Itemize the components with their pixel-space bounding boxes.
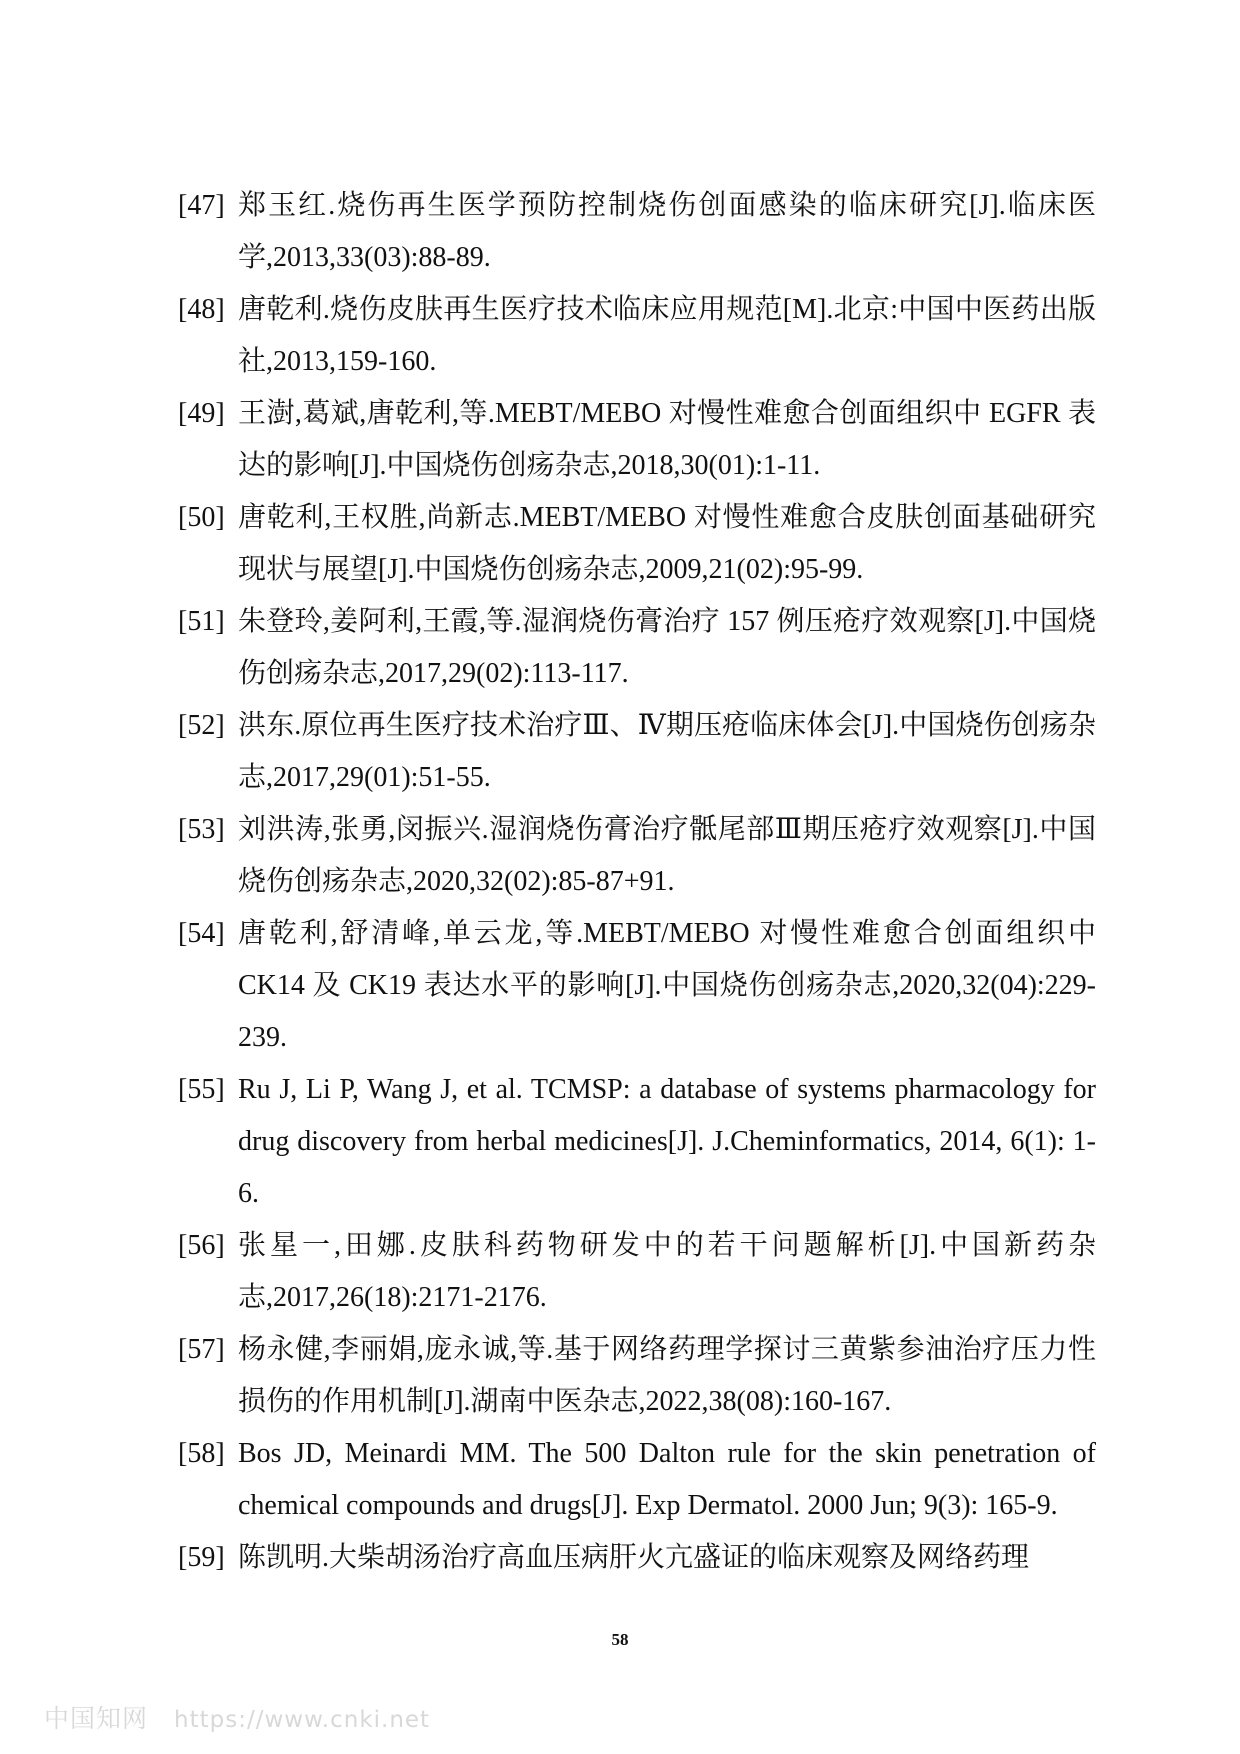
reference-item: [178, 1064, 1096, 1220]
reference-text: 张星一,田娜.皮肤科药物研发中的若干问题解析[J].中国新药杂志,2017,26(18):2171-2176.: [238, 1230, 1096, 1313]
reference-text: 唐乾利.烧伤皮肤再生医疗技术临床应用规范[M].北京:中国中医药出版社,2013,159-160.: [238, 294, 1096, 377]
watermark: [44, 1699, 430, 1735]
reference-text: Bos JD, Meinardi MM. The 500 Dalton rule for the skin penetration of chemical compounds and drugs[J]. Exp Dermatol. 2000 Jun; 9(3): 165-9.: [238, 1438, 1096, 1521]
reference-text: 王澍,葛斌,唐乾利,等.MEBT/MEBO 对慢性难愈合创面组织中 EGFR 表达的影响[J].中国烧伤创疡杂志,2018,30(01):1-11.: [238, 398, 1096, 481]
reference-text: 刘洪涛,张勇,闵振兴.湿润烧伤膏治疗骶尾部Ⅲ期压疮疗效观察[J].中国烧伤创疡杂志,2020,32(02):85-87+91.: [238, 814, 1096, 897]
reference-number: [59]: [178, 1542, 225, 1573]
reference-item: [178, 596, 1096, 700]
reference-text: 陈凯明.大柴胡汤治疗高血压病肝火亢盛证的临床观察及网络药理: [238, 1542, 1030, 1573]
reference-number: [56]: [178, 1230, 225, 1261]
reference-number: [52]: [178, 710, 225, 741]
reference-text: 唐乾利,王权胜,尚新志.MEBT/MEBO 对慢性难愈合皮肤创面基础研究现状与展望[J].中国烧伤创疡杂志,2009,21(02):95-99.: [238, 502, 1096, 585]
reference-item: [178, 1220, 1096, 1324]
reference-item: [178, 180, 1096, 284]
reference-number: [50]: [178, 502, 225, 533]
reference-number: [57]: [178, 1334, 225, 1365]
reference-list: [178, 180, 1096, 1584]
watermark-logo: 中国知网: [44, 1704, 149, 1733]
reference-number: [58]: [178, 1438, 225, 1469]
reference-number: [54]: [178, 918, 225, 949]
reference-item: [178, 1324, 1096, 1428]
reference-number: [48]: [178, 294, 225, 325]
reference-number: [47]: [178, 190, 225, 221]
page-number: 58: [611, 1630, 629, 1649]
reference-text: 朱登玲,姜阿利,王霞,等.湿润烧伤膏治疗 157 例压疮疗效观察[J].中国烧伤创疡杂志,2017,29(02):113-117.: [238, 606, 1096, 689]
reference-text: 唐乾利,舒清峰,单云龙,等.MEBT/MEBO 对慢性难愈合创面组织中 CK14 及 CK19 表达水平的影响[J].中国烧伤创疡杂志,2020,32(04):229-239.: [238, 918, 1096, 1053]
reference-item: [178, 700, 1096, 804]
reference-number: [55]: [178, 1074, 225, 1105]
reference-item: [178, 908, 1096, 1064]
watermark-url: https://www.cnki.net: [174, 1707, 431, 1733]
reference-item: [178, 1532, 1096, 1584]
reference-number: [53]: [178, 814, 225, 845]
reference-item: [178, 804, 1096, 908]
reference-item: [178, 1428, 1096, 1532]
reference-number: [49]: [178, 398, 225, 429]
reference-text: 郑玉红.烧伤再生医学预防控制烧伤创面感染的临床研究[J].临床医学,2013,33(03):88-89.: [238, 190, 1096, 273]
reference-text: 洪东.原位再生医疗技术治疗Ⅲ、Ⅳ期压疮临床体会[J].中国烧伤创疡杂志,2017,29(01):51-55.: [238, 710, 1096, 793]
reference-item: [178, 388, 1096, 492]
reference-text: 杨永健,李丽娟,庞永诚,等.基于网络药理学探讨三黄紫参油治疗压力性损伤的作用机制[J].湖南中医杂志,2022,38(08):160-167.: [238, 1334, 1096, 1417]
reference-item: [178, 492, 1096, 596]
reference-number: [51]: [178, 606, 225, 637]
reference-item: [178, 284, 1096, 388]
reference-text: Ru J, Li P, Wang J, et al. TCMSP: a database of systems pharmacology for drug discovery from herbal medicines[J]. J.Cheminformatics, 2014, 6(1): 1-6.: [238, 1074, 1096, 1209]
